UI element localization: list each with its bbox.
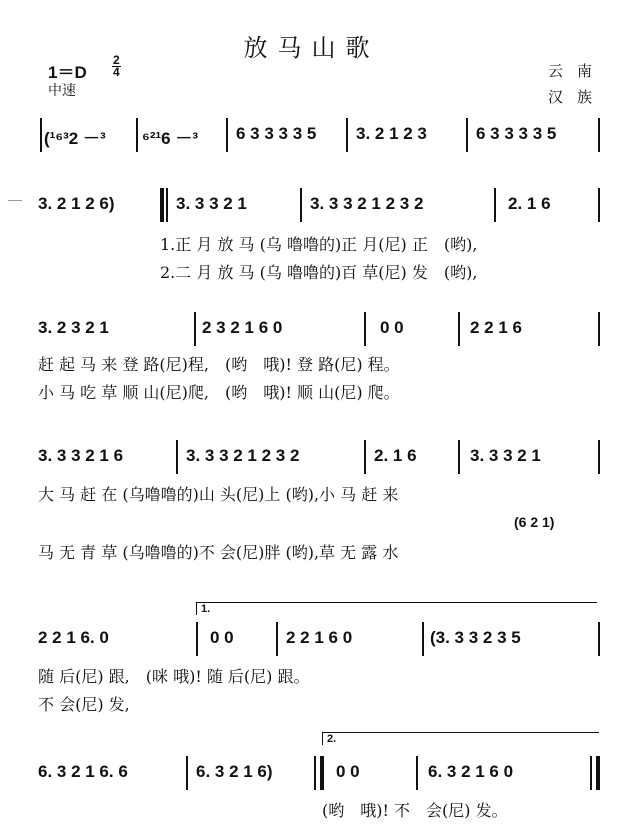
barline	[458, 312, 460, 346]
lyric-verse-2: 马 无 青 草 (乌噜噜的)不 会(尼)胖 (哟),草 无 露 水	[38, 543, 399, 562]
barline	[196, 622, 198, 656]
barline	[364, 312, 366, 346]
measure: 3. 3 3 2 1 6	[38, 446, 124, 465]
measure: 2 2 1 6	[470, 318, 522, 337]
barline	[422, 622, 424, 656]
measure: 3. 3 3 2 1 2 3 2	[186, 446, 300, 465]
barline	[364, 440, 366, 474]
time-signature-top: 2	[113, 53, 120, 67]
barline	[466, 118, 468, 152]
measure: 6. 3 2 1 6. 6	[38, 762, 128, 781]
measure: 2 3 2 1 6 0	[202, 318, 283, 337]
score-system-3	[0, 312, 623, 352]
measure: 0 0	[210, 628, 234, 647]
barline	[598, 188, 600, 222]
barline	[300, 188, 302, 222]
barline	[346, 118, 348, 152]
barline	[598, 312, 600, 346]
measure: 3. 2 1 2 3	[356, 124, 427, 143]
measure: 6. 3 2 1 6 0	[428, 762, 514, 781]
barline	[166, 188, 168, 222]
lyric-verse-1: 随 后(尼) 跟, (咪 哦)! 随 后(尼) 跟。	[38, 667, 310, 686]
barline	[194, 312, 196, 346]
volta-1-bracket	[196, 602, 597, 615]
measure: 2. 1 6	[508, 194, 551, 213]
measure: 0 0	[380, 318, 404, 337]
key-signature: 1＝D	[48, 63, 87, 82]
lyric-verse-1: 大 马 赶 在 (乌噜噜的)山 头(尼)上 (哟),小 马 赶 来	[38, 485, 399, 504]
lyric-verse-2: 不 会(尼) 发,	[38, 695, 130, 714]
song-title: 放马山歌	[243, 34, 380, 62]
barline	[598, 622, 600, 656]
tempo-marking: 中速	[48, 83, 76, 99]
barline	[176, 440, 178, 474]
final-barline-thick	[596, 756, 600, 790]
score-system-6	[0, 756, 623, 796]
time-signature-bottom: 4	[113, 65, 120, 79]
lyric-verse-2: 2.二 月 放 马 (乌 噜噜的)百 草(尼) 发 (哟),	[160, 263, 478, 282]
barline	[276, 622, 278, 656]
grace-note-variant: (6 2 1)	[514, 514, 555, 530]
measure: 6 3 3 3 3 5	[476, 124, 557, 143]
lyric-verse-2: 小 马 吃 草 顺 山(尼)爬, (哟 哦)! 顺 山(尼) 爬。	[38, 383, 400, 402]
measure: 3. 3 3 2 1	[470, 446, 541, 465]
measure: 3. 2 3 2 1	[38, 318, 109, 337]
origin-region: 云南	[548, 62, 607, 80]
measure: (¹⁶³2 －³	[44, 129, 106, 148]
measure: ⁶²¹6 －³	[142, 129, 198, 148]
measure: 6 3 3 3 3 5	[236, 124, 317, 143]
score-system-4	[0, 440, 623, 480]
measure: 6. 3 2 1 6)	[196, 762, 273, 781]
score-system-5	[0, 622, 623, 662]
lyric-verse-2-ending: (哟 哦)! 不 会(尼) 发。	[322, 801, 508, 820]
origin-ethnicity: 汉族	[548, 88, 607, 106]
repeat-end-barline	[320, 756, 324, 790]
measure: 2 2 1 6. 0	[38, 628, 109, 647]
lyric-verse-1: 1.正 月 放 马 (乌 噜噜的)正 月(尼) 正 (哟),	[160, 235, 478, 254]
score-system-2	[0, 188, 623, 228]
measure: (3. 3 3 2 3 5	[430, 628, 521, 647]
barline	[186, 756, 188, 790]
barline	[40, 118, 42, 152]
measure: 3. 3 3 2 1	[176, 194, 247, 213]
lyric-verse-1: 赶 起 马 来 登 路(尼)程, (哟 哦)! 登 路(尼) 程。	[38, 355, 400, 374]
volta-1-label: 1.	[201, 603, 211, 615]
measure: 0 0	[336, 762, 360, 781]
measure: 2 2 1 6 0	[286, 628, 353, 647]
volta-2-label: 2.	[327, 733, 337, 745]
barline	[458, 440, 460, 474]
barline	[226, 118, 228, 152]
time-signature	[112, 55, 121, 78]
volta-2-bracket	[322, 732, 599, 745]
score-system-1	[0, 118, 623, 158]
measure: 2. 1 6	[374, 446, 417, 465]
barline	[314, 756, 316, 790]
barline	[598, 118, 600, 152]
final-barline	[590, 756, 592, 790]
barline	[416, 756, 418, 790]
measure: 3. 3 3 2 1 2 3 2	[310, 194, 424, 213]
barline	[494, 188, 496, 222]
measure: 3. 2 1 2 6)	[38, 194, 115, 213]
barline	[136, 118, 138, 152]
barline	[598, 440, 600, 474]
repeat-start-barline	[160, 188, 164, 222]
